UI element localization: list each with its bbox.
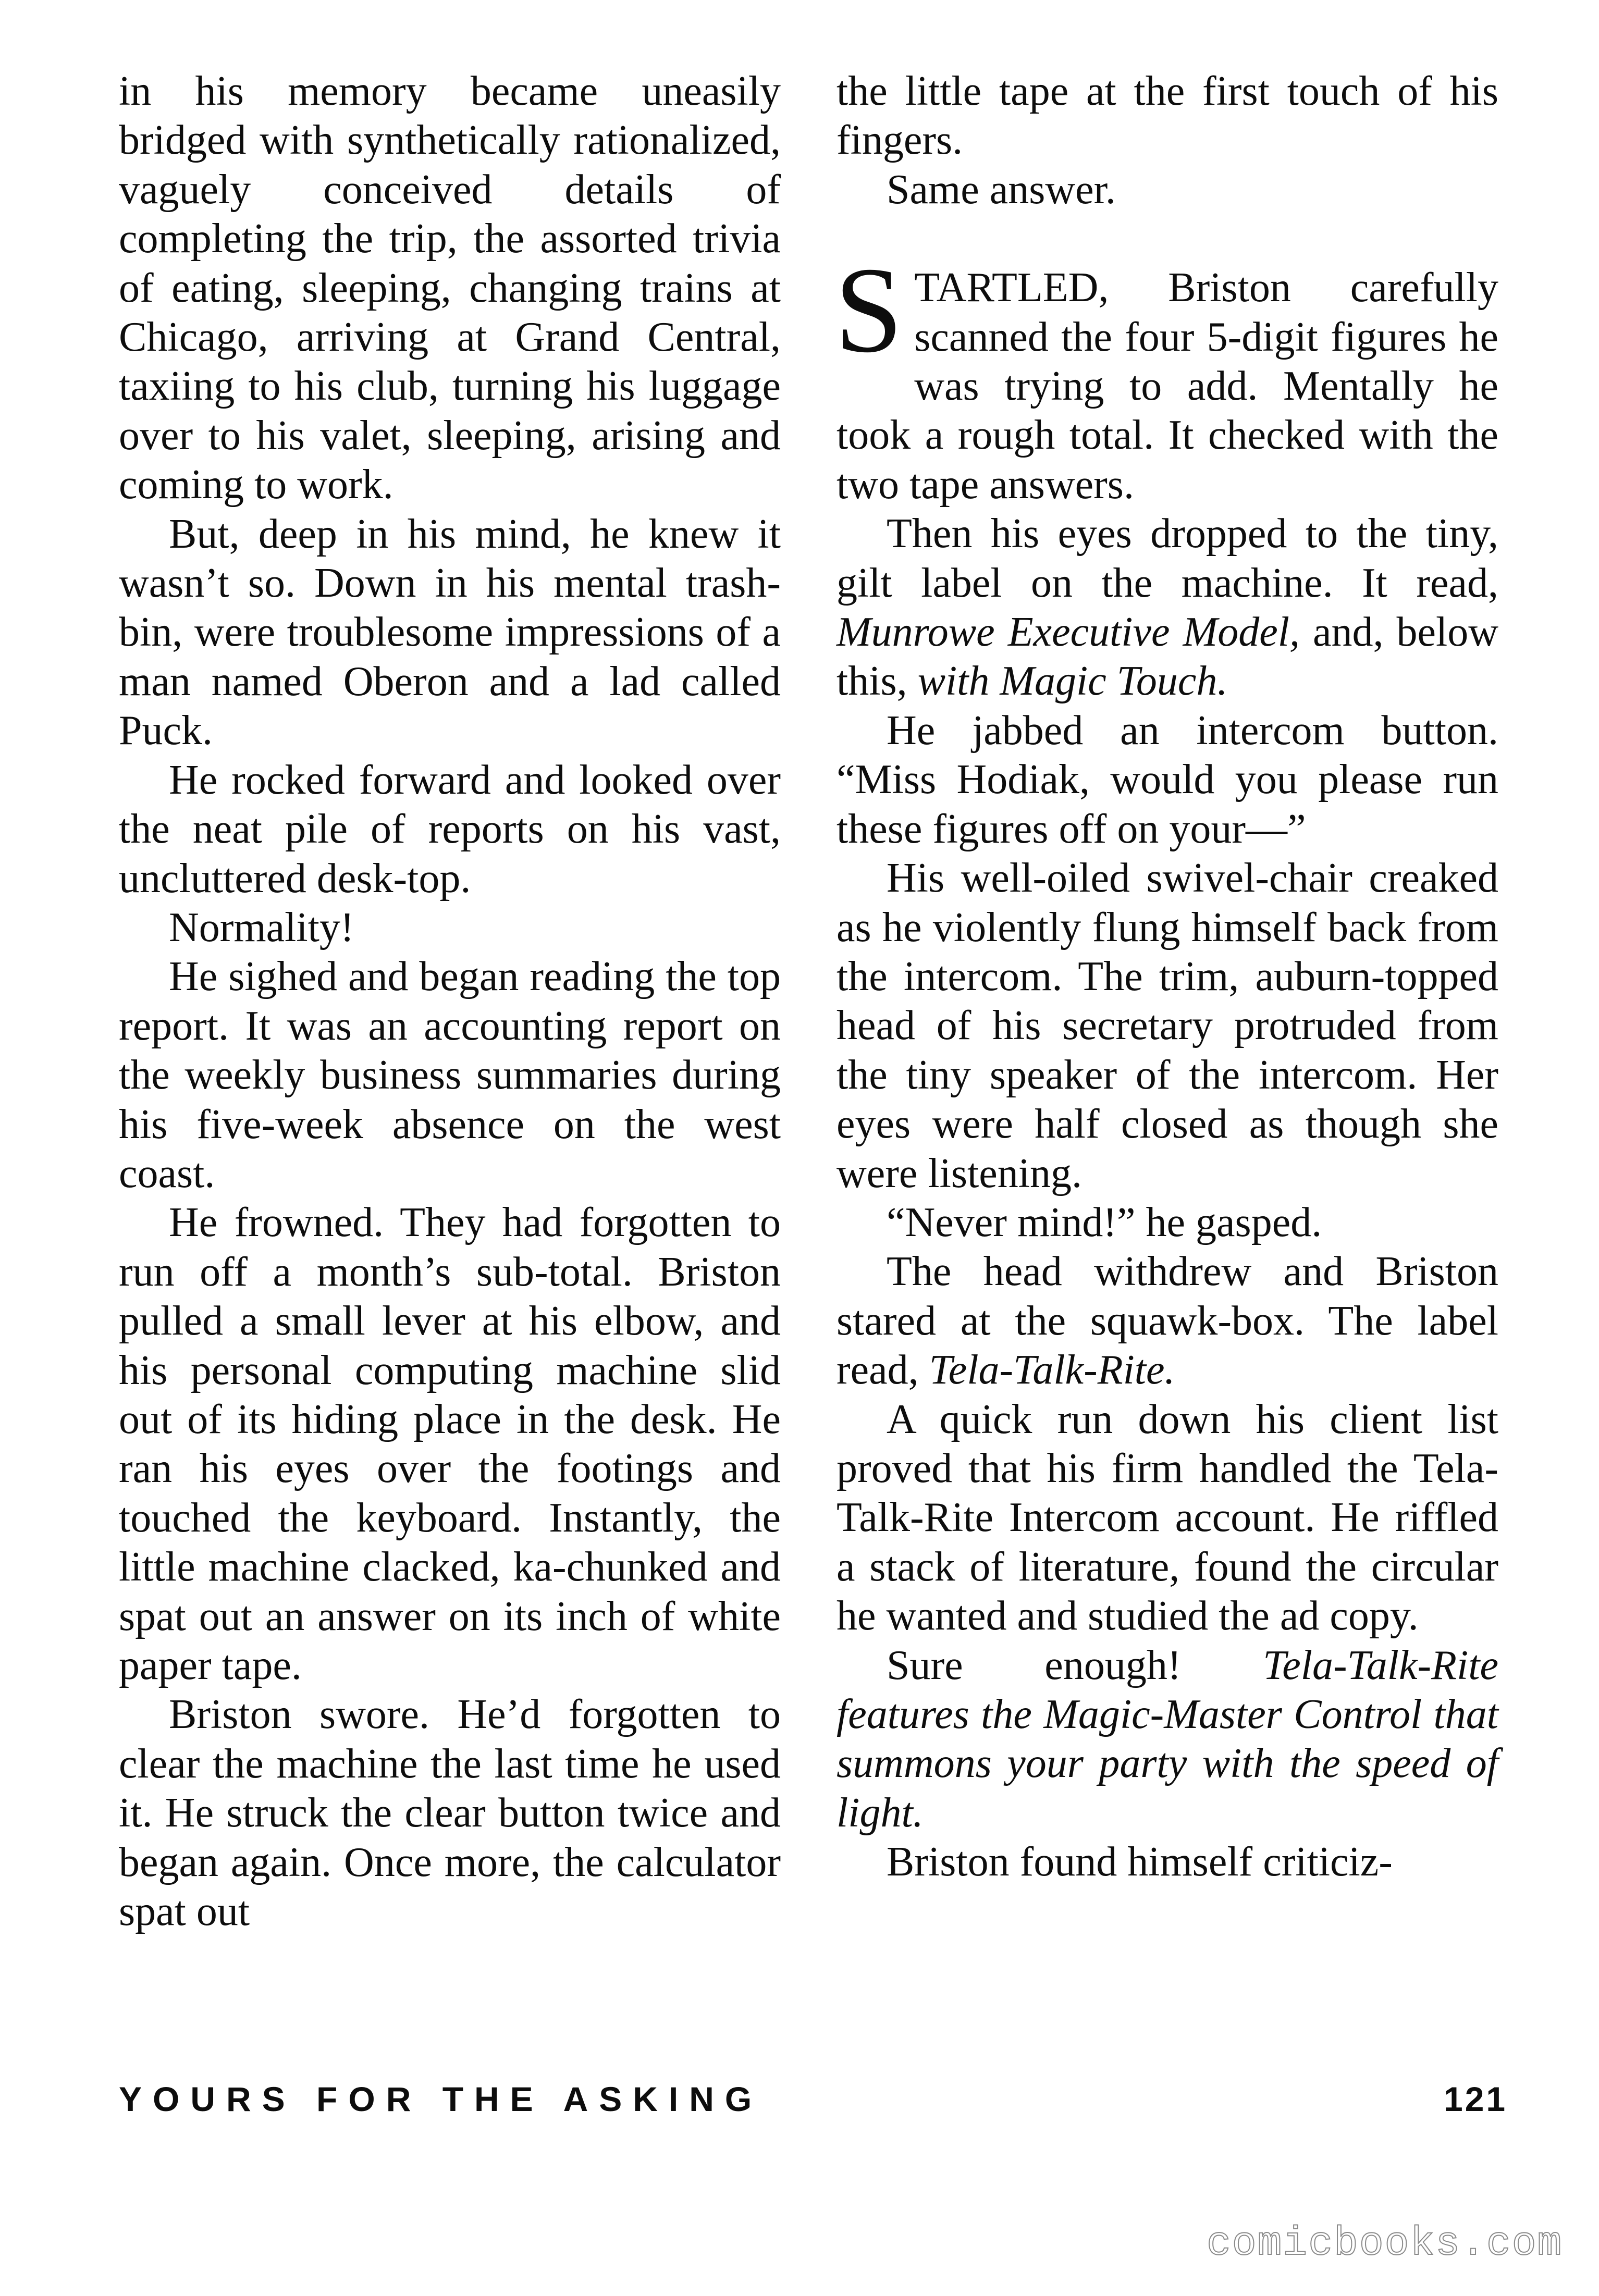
italic-text: Munrowe Executive Model, (837, 609, 1300, 656)
paragraph: He rocked forward and looked over the neat pile of reports on his vast, uncluttered desk-top. (119, 757, 781, 902)
paragraph: Briston found himself criticiz- (887, 1839, 1393, 1885)
section-opening-paragraph (834, 242, 1498, 509)
paragraph (837, 1247, 1498, 1394)
paragraph (837, 509, 1498, 706)
paragraph-text: Then his eyes dropped to the tiny, gilt label on the machine. It read, (837, 511, 1498, 606)
paragraph: Briston swore. He’d forgotten to clear the machine the last time he used it. He struck the clear button twice and began again. Once more, the calculator spat out (119, 1692, 781, 1935)
paragraph: He sighed and began reading the top report. It was an accounting report on the weekly business summaries during his five-week absence on the west coast. (119, 954, 781, 1196)
paragraph-text: Sure enough! (887, 1642, 1263, 1688)
page-number: 121 (1444, 2080, 1508, 2118)
paragraph: “Never mind!” he gasped. (887, 1199, 1322, 1245)
paragraph: Same answer. (887, 166, 1116, 213)
italic-text: with Magic Touch. (917, 658, 1228, 705)
paragraph: But, deep in his mind, he knew it wasn’t so. Down in his mental trash-bin, were troublesome impressions of a man named Oberon and a lad called Puck. (119, 511, 781, 754)
paragraph-text: TARTLED, Briston carefully scanned the four 5-digit figures he was trying to add. Mentally he took a rough total. It checked with the two tape answers. (837, 265, 1498, 508)
paragraph: His well-oiled swivel-chair creaked as he violently flung himself back from the intercom. The trim, auburn-topped head of his secretary protruded from the tiny speaker of the intercom. Her eyes were half closed as though she were listening. (837, 855, 1498, 1196)
paragraph: in his memory became uneasily bridged with synthetically rationalized, vaguely conceived details of completing the trip, the assorted trivia of eating, sleeping, changing trains at Chicago, arriving at Grand Central, taxiing to his club, turning his luggage over to his valet, sleeping, arising and coming to work. (119, 68, 781, 508)
paragraph (837, 1641, 1498, 1838)
paragraph-text: and, below this, (837, 609, 1499, 705)
italic-text: Tela-Talk-Rite. (929, 1347, 1175, 1393)
right-column (834, 67, 1499, 1887)
running-footer-title: YOURS FOR THE ASKING (119, 2080, 763, 2118)
paragraph: Normality! (169, 904, 354, 951)
paragraph: the little tape at the first touch of his fingers. (837, 68, 1498, 164)
watermark: comicbooks.com (1207, 2221, 1563, 2267)
paragraph: He jabbed an intercom button. “Miss Hodiak, would you please run these figures off on your—” (837, 707, 1498, 852)
drop-cap: S (834, 242, 903, 379)
paragraph: He frowned. They had forgotten to run off a month’s sub-total. Briston pulled a small lever at his elbow, and his personal computing machine slid out of its hiding place in the desk. He ran his eyes over the footings and touched the keyboard. Instantly, the little machine clacked, ka-chunked and spat out an answer on its inch of white paper tape. (119, 1200, 781, 1688)
paragraph-text: The head withdrew and Briston stared at the squawk-box. The label read, (837, 1249, 1498, 1393)
left-column (119, 67, 781, 1936)
paragraph: A quick run down his client list proved that his firm handled the Tela-Talk-Rite Intercom account. He riffled a stack of literature, found the circular he wanted and studied the ad copy. (837, 1396, 1498, 1639)
italic-text: Tela-Talk-Rite features the Magic-Master Control that summons your party with the speed of light. (837, 1642, 1498, 1836)
